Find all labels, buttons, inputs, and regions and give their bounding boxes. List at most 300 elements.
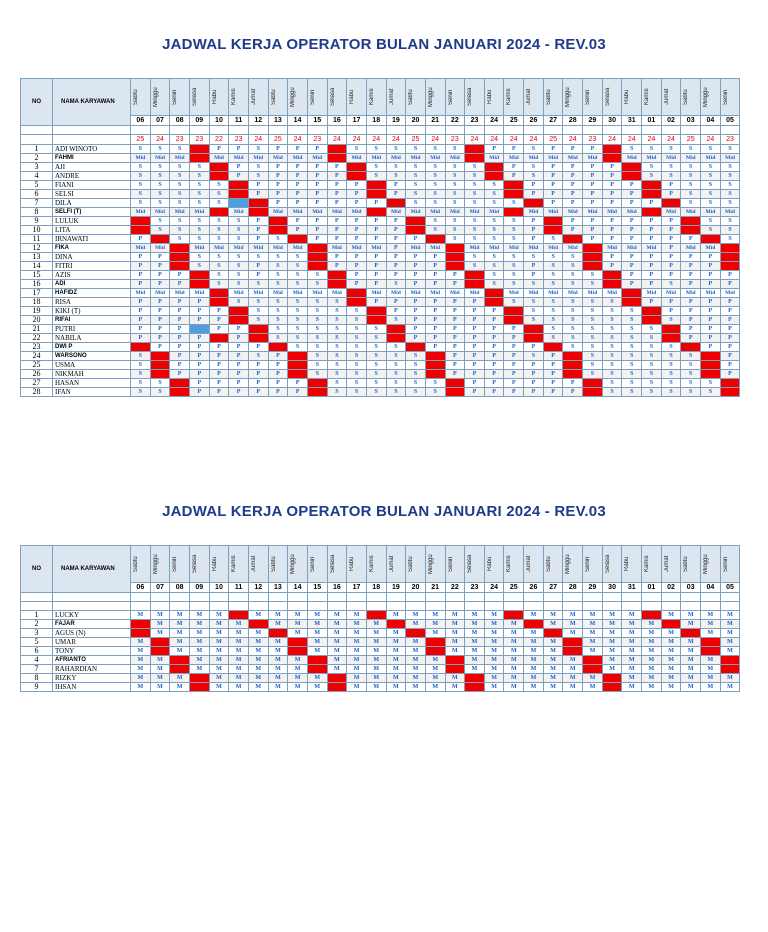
shift-cell: P [406, 235, 426, 244]
shift-cell: M [248, 647, 268, 656]
shift-cell: P [445, 280, 465, 289]
day-off-cell [465, 280, 485, 289]
day-off-cell [504, 611, 524, 620]
shift-cell: P [327, 217, 347, 226]
shift-cell: P [602, 226, 622, 235]
shift-cell: P [150, 325, 170, 334]
shift-cell: M [504, 656, 524, 665]
shift-cell: M [661, 674, 681, 683]
day-off-cell [288, 352, 308, 361]
day-off-cell [504, 307, 524, 316]
shift-cell: P [681, 316, 701, 325]
shift-cell: S [366, 352, 386, 361]
day-date: 22 [445, 116, 465, 126]
shift-cell: P [543, 199, 563, 208]
day-off-cell [150, 647, 170, 656]
day-off-cell [642, 316, 662, 325]
shift-cell: P [425, 334, 445, 343]
day-date: 31 [622, 583, 642, 593]
shift-cell: M [347, 611, 367, 620]
shift-cell: P [229, 343, 249, 352]
day-count: 24 [563, 135, 583, 145]
row-number: 1 [21, 611, 53, 620]
day-off-cell [720, 262, 740, 271]
day-off-cell [406, 217, 426, 226]
shift-cell: Mid [150, 289, 170, 298]
shift-cell: M [445, 683, 465, 692]
shift-cell: S [347, 352, 367, 361]
shift-cell: P [701, 262, 721, 271]
shift-cell: S [524, 352, 544, 361]
shift-cell: P [445, 352, 465, 361]
shift-cell: S [386, 145, 406, 154]
shift-cell: Mid [524, 154, 544, 163]
day-off-cell [406, 343, 426, 352]
shift-cell: P [406, 280, 426, 289]
shift-cell: S [189, 253, 209, 262]
shift-cell: Mid [681, 208, 701, 217]
shift-cell: M [386, 629, 406, 638]
shift-cell: S [661, 163, 681, 172]
day-name: Selasa [604, 87, 611, 107]
shift-cell: S [445, 145, 465, 154]
shift-cell: M [720, 620, 740, 629]
shift-cell: S [327, 379, 347, 388]
employee-name: IHSAN [53, 683, 131, 692]
shift-cell: P [150, 280, 170, 289]
shift-cell: P [681, 298, 701, 307]
day-name: Kamis [231, 555, 238, 573]
shift-cell: M [209, 665, 229, 674]
shift-cell: Mid [504, 154, 524, 163]
shift-cell: M [642, 620, 662, 629]
shift-cell: M [386, 656, 406, 665]
shift-cell: P [484, 325, 504, 334]
shift-cell: M [288, 629, 308, 638]
shift-cell: Mid [229, 208, 249, 217]
shift-cell: M [150, 611, 170, 620]
shift-cell: S [504, 235, 524, 244]
shift-cell: S [524, 172, 544, 181]
shift-cell: Mid [622, 244, 642, 253]
shift-cell: Mid [642, 154, 662, 163]
shift-cell: P [720, 352, 740, 361]
day-count: 24 [465, 135, 485, 145]
shift-cell: P [131, 235, 151, 244]
shift-cell: P [681, 235, 701, 244]
shift-cell: M [543, 611, 563, 620]
shift-cell: P [681, 280, 701, 289]
shift-cell: P [347, 226, 367, 235]
shift-cell: S [347, 316, 367, 325]
employee-name: WARSONO [53, 352, 131, 361]
shift-cell: S [229, 226, 249, 235]
shift-cell: Mid [543, 289, 563, 298]
employee-name: IRNAWATI [53, 235, 131, 244]
day-off-cell [445, 379, 465, 388]
shift-cell: S [681, 172, 701, 181]
day-off-cell [484, 163, 504, 172]
shift-cell: M [366, 638, 386, 647]
shift-cell: S [701, 145, 721, 154]
shift-cell: M [170, 620, 190, 629]
shift-cell: M [386, 665, 406, 674]
shift-cell: M [386, 683, 406, 692]
shift-cell: S [288, 343, 308, 352]
shift-cell: S [248, 145, 268, 154]
day-off-cell [307, 665, 327, 674]
shift-cell: S [327, 343, 347, 352]
shift-cell: S [602, 388, 622, 397]
row-number: 28 [21, 388, 53, 397]
shift-cell: Mid [268, 244, 288, 253]
employee-name: FAHMI [53, 154, 131, 163]
shift-cell: Mid [465, 208, 485, 217]
shift-cell: S [170, 235, 190, 244]
shift-cell: P [642, 226, 662, 235]
row-number: 24 [21, 352, 53, 361]
day-off-cell [484, 172, 504, 181]
shift-cell: M [642, 629, 662, 638]
day-off-cell [189, 674, 209, 683]
shift-cell: M [406, 683, 426, 692]
shift-cell: M [484, 638, 504, 647]
day-off-cell [229, 316, 249, 325]
shift-cell: S [288, 262, 308, 271]
day-date: 23 [465, 116, 485, 126]
shift-cell: S [583, 361, 603, 370]
day-off-cell [622, 289, 642, 298]
shift-cell: S [622, 361, 642, 370]
shift-cell: P [307, 163, 327, 172]
shift-cell: M [563, 665, 583, 674]
shift-cell: M [150, 629, 170, 638]
shift-cell: P [229, 325, 249, 334]
shift-cell: P [445, 343, 465, 352]
shift-cell: P [563, 388, 583, 397]
shift-cell: M [681, 665, 701, 674]
shift-cell: M [366, 647, 386, 656]
shift-cell: M [307, 647, 327, 656]
shift-cell: M [288, 611, 308, 620]
table-row [21, 226, 740, 235]
shift-cell: S [229, 262, 249, 271]
shift-cell: S [248, 253, 268, 262]
day-name: Kamis [231, 88, 238, 106]
shift-cell: P [622, 235, 642, 244]
day-off-cell [131, 343, 151, 352]
shift-cell: M [170, 611, 190, 620]
shift-cell: P [642, 298, 662, 307]
shift-cell: M [465, 647, 485, 656]
shift-cell: M [347, 647, 367, 656]
schedule-title-1: JADWAL KERJA OPERATOR BULAN JANUARI 2024 - REV.03 [162, 36, 606, 53]
shift-cell: S [720, 199, 740, 208]
employee-name: KIKI (T) [53, 307, 131, 316]
shift-cell: S [209, 280, 229, 289]
shift-cell: M [583, 683, 603, 692]
shift-cell: S [484, 235, 504, 244]
day-date: 22 [445, 583, 465, 593]
shift-cell: P [563, 199, 583, 208]
day-off-cell [445, 388, 465, 397]
shift-cell: M [465, 638, 485, 647]
shift-cell: S [661, 352, 681, 361]
day-off-cell [307, 262, 327, 271]
row-number: 16 [21, 280, 53, 289]
day-off-cell [327, 683, 347, 692]
shift-cell: Mid [701, 244, 721, 253]
day-off-cell [465, 271, 485, 280]
shift-cell: P [465, 352, 485, 361]
row-number: 13 [21, 253, 53, 262]
shift-cell: P [543, 163, 563, 172]
shift-cell: P [583, 199, 603, 208]
day-off-cell [563, 352, 583, 361]
shift-cell: P [209, 361, 229, 370]
shift-cell: Mid [622, 154, 642, 163]
day-name: Rabu [486, 556, 493, 572]
day-off-cell [131, 217, 151, 226]
day-name: Sabtu [270, 556, 277, 572]
shift-cell: P [307, 181, 327, 190]
shift-cell: S [189, 226, 209, 235]
shift-cell: P [563, 226, 583, 235]
shift-cell: S [602, 316, 622, 325]
shift-cell: P [661, 253, 681, 262]
shift-cell: S [229, 235, 249, 244]
day-off-cell [386, 620, 406, 629]
day-name: Senin [447, 556, 454, 572]
shift-cell: S [209, 235, 229, 244]
shift-cell: S [288, 298, 308, 307]
day-name: Selasa [467, 554, 474, 574]
day-off-cell [150, 638, 170, 647]
shift-cell: S [543, 271, 563, 280]
shift-cell: Mid [327, 289, 347, 298]
shift-cell: P [504, 379, 524, 388]
shift-cell: S [504, 271, 524, 280]
day-off-cell [524, 620, 544, 629]
shift-cell: P [445, 298, 465, 307]
shift-cell: P [583, 172, 603, 181]
shift-cell: M [131, 638, 151, 647]
row-number: 5 [21, 181, 53, 190]
shift-cell: M [170, 683, 190, 692]
day-off-cell [307, 388, 327, 397]
shift-cell: P [307, 235, 327, 244]
day-off-cell [563, 370, 583, 379]
day-off-cell [347, 172, 367, 181]
shift-cell: S [583, 307, 603, 316]
shift-cell: P [622, 190, 642, 199]
day-off-cell [720, 665, 740, 674]
shift-cell: P [229, 163, 249, 172]
day-off-cell [524, 325, 544, 334]
day-date: 09 [189, 583, 209, 593]
day-off-cell [386, 199, 406, 208]
shift-cell: M [642, 638, 662, 647]
day-date: 23 [465, 583, 485, 593]
shift-cell: S [189, 199, 209, 208]
row-number: 18 [21, 298, 53, 307]
day-off-cell [681, 343, 701, 352]
shift-cell: S [720, 172, 740, 181]
highlight-cell [229, 199, 249, 208]
shift-cell: P [504, 163, 524, 172]
shift-cell: Mid [288, 208, 308, 217]
shift-cell: M [445, 620, 465, 629]
employee-name: AGUS (N) [53, 629, 131, 638]
shift-cell: Mid [307, 208, 327, 217]
shift-cell: P [268, 361, 288, 370]
row-number: 20 [21, 316, 53, 325]
shift-cell: P [465, 307, 485, 316]
shift-cell: P [229, 379, 249, 388]
shift-cell: M [445, 647, 465, 656]
shift-cell: P [642, 262, 662, 271]
shift-cell: M [622, 665, 642, 674]
shift-cell: S [681, 379, 701, 388]
shift-cell: S [543, 262, 563, 271]
shift-cell: P [131, 307, 151, 316]
shift-cell: M [248, 611, 268, 620]
shift-cell: S [248, 280, 268, 289]
shift-cell: P [170, 325, 190, 334]
shift-cell: M [248, 629, 268, 638]
shift-cell: M [563, 611, 583, 620]
day-date: 29 [583, 583, 603, 593]
shift-cell: S [445, 181, 465, 190]
shift-cell: S [327, 361, 347, 370]
shift-cell: S [543, 325, 563, 334]
shift-cell: M [484, 620, 504, 629]
shift-cell: P [661, 235, 681, 244]
day-date: 17 [347, 116, 367, 126]
shift-cell: P [209, 370, 229, 379]
day-date: 05 [720, 116, 740, 126]
shift-cell: Mid [209, 244, 229, 253]
day-name: Kamis [506, 555, 513, 573]
day-name: Jumat [388, 555, 395, 573]
shift-cell: S [484, 199, 504, 208]
shift-cell: M [406, 674, 426, 683]
shift-cell: M [209, 647, 229, 656]
day-off-cell [681, 629, 701, 638]
shift-cell: P [307, 145, 327, 154]
shift-cell: P [465, 370, 485, 379]
shift-cell: M [366, 683, 386, 692]
shift-cell: Mid [445, 208, 465, 217]
employee-name: DILA [53, 199, 131, 208]
shift-cell: M [425, 620, 445, 629]
day-off-cell [701, 370, 721, 379]
shift-cell: M [563, 683, 583, 692]
shift-cell: P [720, 370, 740, 379]
shift-cell: P [366, 280, 386, 289]
shift-cell: P [602, 235, 622, 244]
shift-cell: S [642, 370, 662, 379]
shift-cell: Mid [602, 208, 622, 217]
shift-cell: S [445, 226, 465, 235]
day-off-cell [170, 244, 190, 253]
shift-cell: P [622, 199, 642, 208]
shift-cell: P [504, 352, 524, 361]
shift-cell: S [622, 379, 642, 388]
shift-cell: S [209, 199, 229, 208]
shift-cell: P [504, 334, 524, 343]
shift-cell: S [307, 307, 327, 316]
day-off-cell [307, 244, 327, 253]
shift-cell: P [484, 352, 504, 361]
shift-cell: M [622, 629, 642, 638]
shift-cell: P [720, 325, 740, 334]
day-date: 21 [425, 583, 445, 593]
day-count: 24 [288, 135, 308, 145]
shift-cell: Mid [406, 289, 426, 298]
row-number: 4 [21, 172, 53, 181]
shift-cell: S [661, 388, 681, 397]
shift-cell: M [189, 611, 209, 620]
day-off-cell [131, 226, 151, 235]
shift-cell: S [347, 379, 367, 388]
shift-cell: Mid [642, 244, 662, 253]
shift-cell: P [681, 334, 701, 343]
day-date: 27 [543, 116, 563, 126]
day-date: 02 [661, 116, 681, 126]
shift-cell: P [484, 316, 504, 325]
day-off-cell [524, 334, 544, 343]
shift-cell: P [701, 253, 721, 262]
shift-cell: S [425, 226, 445, 235]
day-off-cell [583, 665, 603, 674]
shift-cell: S [170, 217, 190, 226]
shift-cell: P [543, 145, 563, 154]
shift-cell: P [347, 199, 367, 208]
shift-cell: P [327, 199, 347, 208]
day-count: 24 [150, 135, 170, 145]
shift-cell: S [288, 280, 308, 289]
shift-cell: P [327, 163, 347, 172]
shift-cell: S [642, 388, 662, 397]
day-off-cell [189, 280, 209, 289]
shift-cell: M [504, 665, 524, 674]
shift-cell: P [248, 361, 268, 370]
shift-cell: P [563, 163, 583, 172]
shift-cell: P [248, 262, 268, 271]
day-off-cell [720, 388, 740, 397]
day-name: Sabtu [545, 89, 552, 105]
shift-cell: P [720, 334, 740, 343]
day-date: 24 [484, 583, 504, 593]
day-off-cell [189, 271, 209, 280]
shift-cell: M [484, 683, 504, 692]
shift-cell: Mid [504, 289, 524, 298]
shift-cell: P [425, 280, 445, 289]
shift-cell: M [484, 647, 504, 656]
day-date: 10 [209, 583, 229, 593]
day-off-cell [583, 388, 603, 397]
shift-cell: M [563, 674, 583, 683]
day-off-cell [248, 325, 268, 334]
day-name: Selasa [329, 87, 336, 107]
day-date: 11 [229, 116, 249, 126]
shift-cell: P [661, 190, 681, 199]
shift-cell: S [504, 199, 524, 208]
day-off-cell [347, 289, 367, 298]
shift-cell: S [347, 388, 367, 397]
shift-cell: M [150, 674, 170, 683]
